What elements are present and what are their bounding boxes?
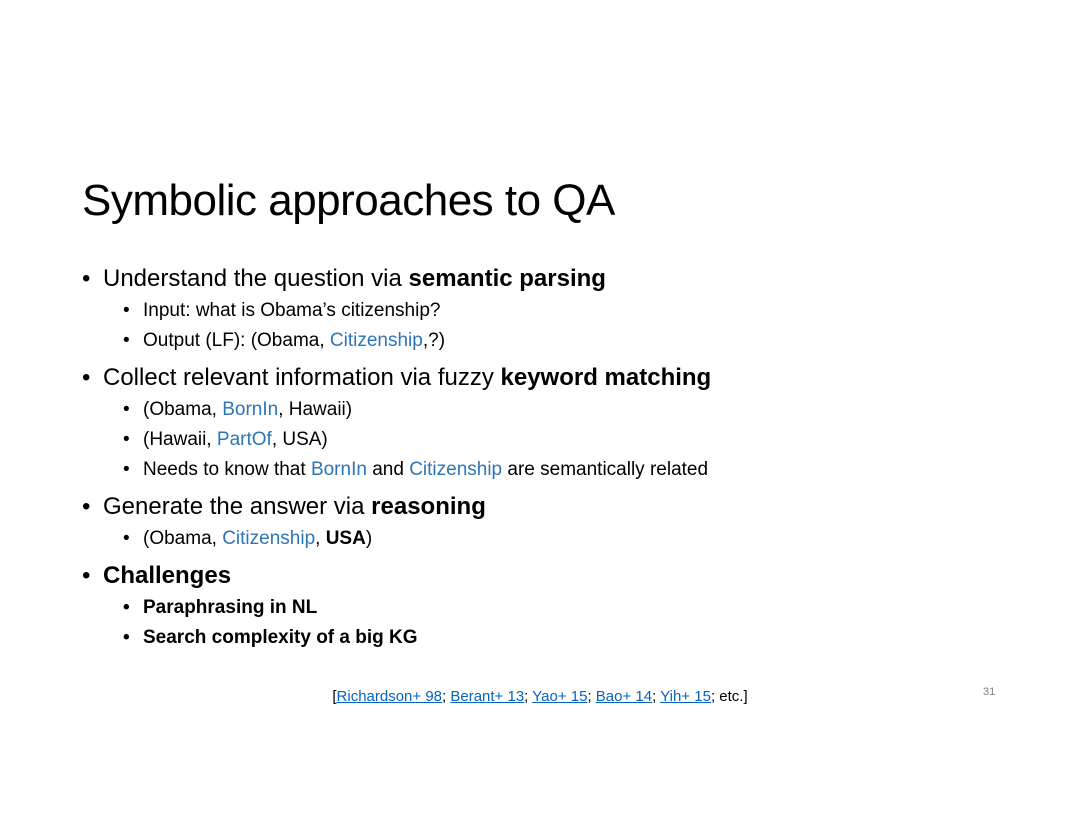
reference-link-richardson[interactable]: Richardson+ 98 xyxy=(336,688,443,705)
relation-term: PartOf xyxy=(216,429,272,450)
sub-bullet-output: • Output (LF): (Obama, Citizenship,?) xyxy=(123,326,1022,356)
bullet-reasoning: • Generate the answer via reasoning xyxy=(82,490,1022,524)
bullet-challenges: • Challenges xyxy=(82,559,1022,593)
sub-bullet-semantic-relation: • Needs to know that BornIn and Citizenship are semantically related xyxy=(123,455,1022,485)
reference-link-berant[interactable]: Berant+ 13 xyxy=(450,688,525,705)
bullet-keyword-matching: • Collect relevant information via fuzzy keyword matching xyxy=(82,361,1022,395)
reference-link-yih[interactable]: Yih+ 15 xyxy=(660,688,711,705)
sub-bullet-input: • Input: what is Obama’s citizenship? xyxy=(123,296,1022,326)
relation-term: Citizenship xyxy=(329,330,423,351)
relation-term: Citizenship xyxy=(222,528,316,549)
references: [Richardson+ 98; Berant+ 13; Yao+ 15; Bao+ 14; Yih+ 15; etc.] xyxy=(332,688,748,705)
reference-link-yao[interactable]: Yao+ 15 xyxy=(532,688,588,705)
bullet-dot: • xyxy=(123,627,130,648)
bullet-list xyxy=(82,262,1022,653)
sub-bullet-paraphrasing: • Paraphrasing in NL xyxy=(123,593,1022,623)
bullet-dot: • xyxy=(123,429,130,450)
sub-bullet-bornin: • (Obama, BornIn, Hawaii) xyxy=(123,395,1022,425)
relation-term: BornIn xyxy=(222,399,279,420)
bullet-dot: • xyxy=(82,364,91,391)
bullet-dot: • xyxy=(123,330,130,351)
reference-link-bao[interactable]: Bao+ 14 xyxy=(595,688,653,705)
bullet-dot: • xyxy=(82,265,91,292)
sub-bullet-search-complexity: • Search complexity of a big KG xyxy=(123,623,1022,653)
page-number: 31 xyxy=(983,686,996,698)
bullet-dot: • xyxy=(123,528,130,549)
bullet-dot: • xyxy=(123,399,130,420)
sub-bullet-partof: • (Hawaii, PartOf, USA) xyxy=(123,425,1022,455)
slide-title: Symbolic approaches to QA xyxy=(82,176,615,225)
bullet-dot: • xyxy=(123,300,130,321)
bullet-dot: • xyxy=(82,493,91,520)
bullet-dot: • xyxy=(123,597,130,618)
bullet-semantic-parsing: • Understand the question via semantic parsing xyxy=(82,262,1022,296)
relation-term: BornIn xyxy=(310,459,367,480)
bullet-dot: • xyxy=(123,459,130,480)
bullet-dot: • xyxy=(82,562,91,589)
relation-term: Citizenship xyxy=(409,459,503,480)
sub-bullet-answer: • (Obama, Citizenship, USA) xyxy=(123,524,1022,554)
